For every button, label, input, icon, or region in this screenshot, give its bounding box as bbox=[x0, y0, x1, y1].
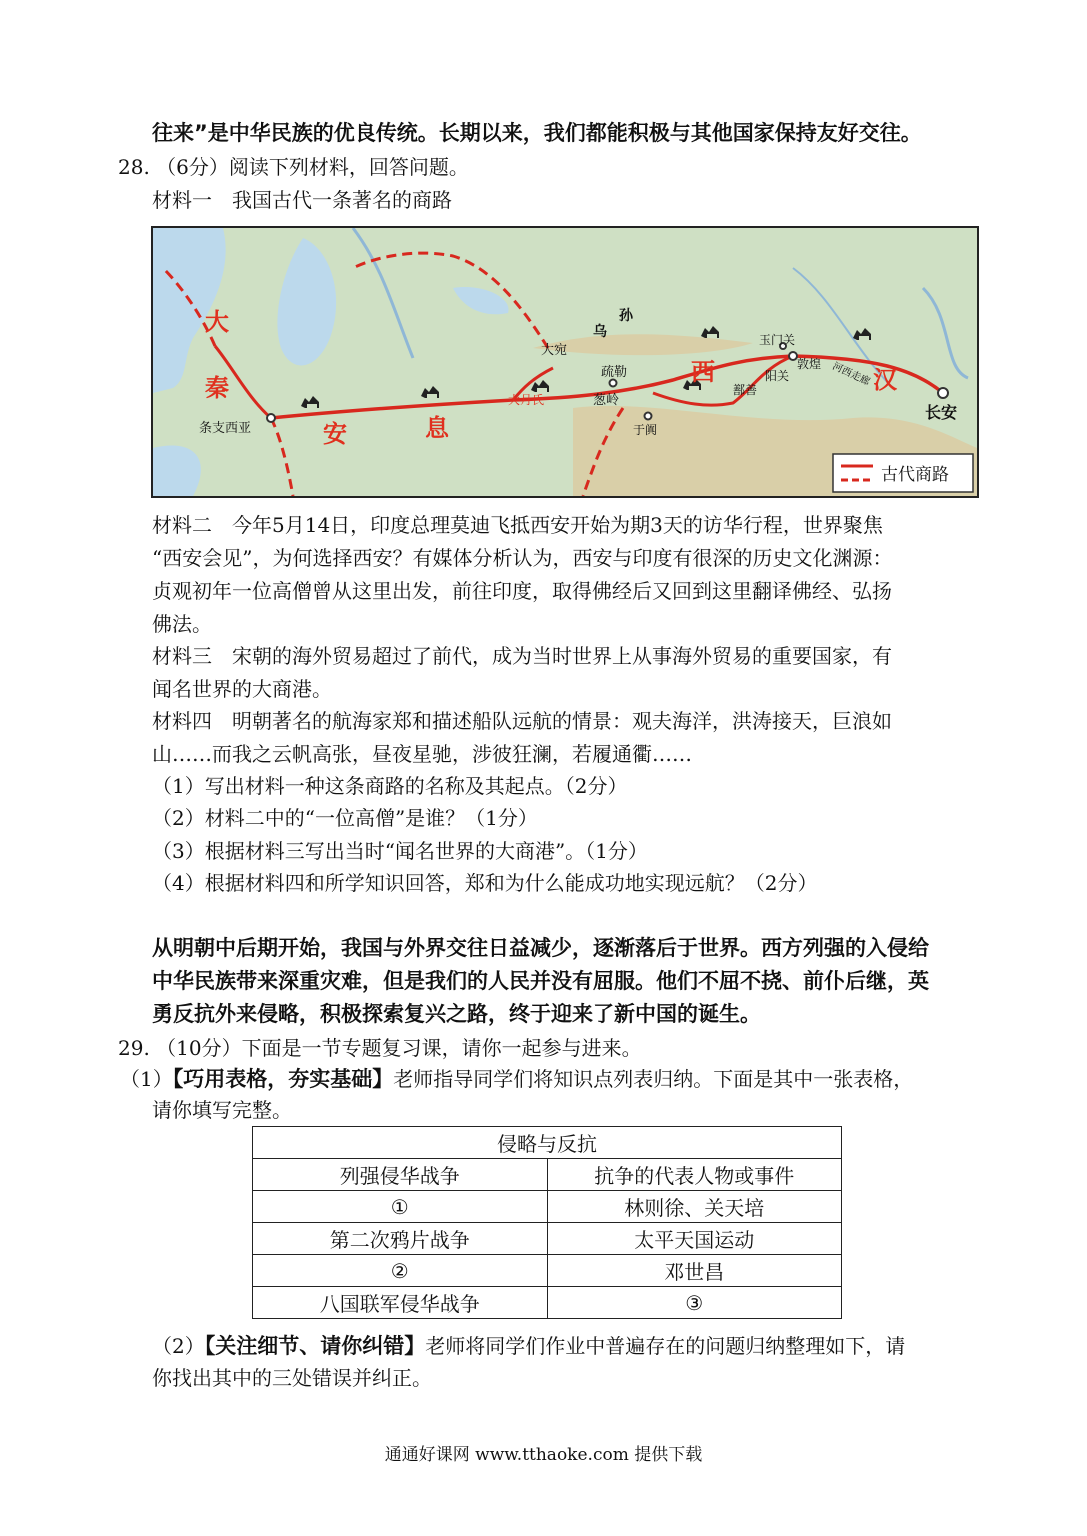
table-cell: 邓世昌 bbox=[547, 1255, 842, 1287]
map-region-xi: 息 bbox=[425, 414, 449, 442]
table-row bbox=[253, 1255, 842, 1287]
intro-sentence-1: 往来”是中华民族的优良传统。长期以来，我们都能积极与其他国家保持友好交往。 bbox=[152, 121, 922, 145]
map-place-yumenguan: 玉门关 bbox=[759, 333, 796, 347]
material1-title: 材料一 我国古代一条著名的商路 bbox=[152, 188, 452, 212]
map-place-wu: 乌 bbox=[593, 324, 607, 340]
table-cell: ① bbox=[253, 1191, 548, 1223]
map-place-yangguan: 阳关 bbox=[765, 369, 790, 383]
tiaozhi-dot bbox=[267, 414, 275, 422]
material4-line-1: 材料四 明朝著名的航海家郑和描述船队远航的情景：观夫海洋，洪涛接天，巨浪如 bbox=[152, 709, 892, 733]
material4-line-2: 山……而我之云帆高张，昼夜星驰，涉彼狂澜，若履通衢…… bbox=[152, 742, 692, 766]
balkhash-lake bbox=[453, 287, 509, 314]
map-place-hexi: 河西走廊 bbox=[830, 361, 872, 388]
table-row bbox=[253, 1287, 842, 1319]
q29-part2-line-2: 你找出其中的三处错误并纠正。 bbox=[152, 1366, 432, 1390]
table-title-row bbox=[253, 1127, 842, 1159]
yutian-dot bbox=[645, 413, 652, 420]
map-place-dunhuang: 敦煌 bbox=[797, 357, 822, 371]
q29-part1-bold: 【巧用表格，夯实基础】 bbox=[172, 1067, 394, 1091]
silk-road-map bbox=[151, 226, 979, 498]
material3-line-2: 闻名世界的大商港。 bbox=[152, 677, 332, 701]
aggression-resistance-table bbox=[252, 1126, 842, 1319]
material2-line-1: 材料二 今年5月14日，印度总理莫迪飞抵西安开始为期3天的访华行程，世界聚焦 bbox=[152, 513, 883, 537]
table-row bbox=[253, 1191, 842, 1223]
material2-line-2: “西安会见”，为何选择西安？有媒体分析认为，西安与印度有很深的历史文化渊源： bbox=[152, 546, 893, 570]
map-place-dayuezhi: 大月氏 bbox=[508, 393, 545, 407]
table-title: 侵略与反抗 bbox=[253, 1127, 842, 1159]
map-region-qin: 秦 bbox=[205, 374, 229, 402]
q29-part2-prefix: （2） bbox=[152, 1334, 205, 1358]
aral-lake bbox=[277, 238, 336, 365]
intro-paragraph-2-line-1: 从明朝中后期开始，我国与外界交往日益减少，逐渐落后于世界。西方列强的入侵给 bbox=[152, 936, 929, 960]
map-region-west: 西 bbox=[691, 358, 715, 386]
map-place-yutian: 于阗 bbox=[633, 423, 658, 437]
material2-line-3: 贞观初年一位高僧曾从这里出发，前往印度，取得佛经后又回到这里翻译佛经、弘扬 bbox=[152, 579, 892, 603]
river-north bbox=[353, 228, 413, 358]
table-cell: 八国联军侵华战争 bbox=[253, 1287, 548, 1319]
map-region-an: 安 bbox=[323, 420, 347, 448]
river-yellow bbox=[923, 288, 968, 378]
map-place-tiaozhi: 条支西亚 bbox=[199, 421, 252, 436]
table-header-row bbox=[253, 1159, 842, 1191]
route-south-dashed bbox=[271, 418, 293, 496]
table-cell: ② bbox=[253, 1255, 548, 1287]
page-footer: 通通好课网 www.tthaoke.com 提供下载 bbox=[384, 1445, 703, 1465]
map-place-shule: 疏勒 bbox=[601, 365, 628, 380]
q29-part1-rest: 老师指导同学们将知识点列表归纳。下面是其中一张表格， bbox=[393, 1067, 914, 1091]
table-header-cell: 抗争的代表人物或事件 bbox=[547, 1159, 842, 1191]
map-place-congling: 葱岭 bbox=[593, 393, 620, 408]
q28-question-2: （2）材料二中的“一位高僧”是谁？（1分） bbox=[152, 806, 538, 830]
map-legend bbox=[833, 454, 973, 492]
q29-part2-bold: 【关注细节、请你纠错】 bbox=[204, 1334, 426, 1358]
intro-paragraph-2-line-3: 勇反抗外来侵略，积极探索复兴之路，终于迎来了新中国的诞生。 bbox=[152, 1002, 761, 1026]
table-cell: 林则徐、关天培 bbox=[547, 1191, 842, 1223]
shule-dot bbox=[610, 380, 617, 387]
intro-paragraph-2-line-2: 中华民族带来深重灾难，但是我们的人民并没有屈服。他们不屈不挠、前仆后继，英 bbox=[152, 969, 929, 993]
map-region-da: 大 bbox=[205, 308, 229, 336]
table-cell: 太平天国运动 bbox=[547, 1223, 842, 1255]
map-place-changan: 长安 bbox=[925, 403, 958, 422]
black-sea-area bbox=[153, 445, 201, 496]
material2-line-4: 佛法。 bbox=[152, 612, 212, 636]
q28-header: 28. （6分）阅读下列材料，回答问题。 bbox=[118, 155, 469, 179]
table-header-cell: 列强侵华战争 bbox=[253, 1159, 548, 1191]
map-legend-label: 古代商路 bbox=[881, 465, 949, 485]
q29-part2-rest: 老师将同学们作业中普遍存在的问题归纳整理如下，请 bbox=[425, 1334, 906, 1358]
q29-part1-prefix: （1） bbox=[120, 1067, 173, 1091]
map-place-dayuan: 大宛 bbox=[541, 343, 568, 358]
table-row bbox=[253, 1223, 842, 1255]
q29-header: 29. （10分）下面是一节专题复习课，请你一起参与进来。 bbox=[118, 1036, 642, 1060]
q28-question-3: （3）根据材料三写出当时“闻名世界的大商港”。（1分） bbox=[152, 839, 648, 863]
table-cell: 第二次鸦片战争 bbox=[253, 1223, 548, 1255]
map-place-sun: 孙 bbox=[619, 308, 633, 324]
q28-question-4: （4）根据材料四和所学知识回答，郑和为什么能成功地实现远航？（2分） bbox=[152, 871, 818, 895]
table-cell: ③ bbox=[547, 1287, 842, 1319]
material3-line-1: 材料三 宋朝的海外贸易超过了前代，成为当时世界上从事海外贸易的重要国家，有 bbox=[152, 644, 892, 668]
changan-dot bbox=[938, 388, 948, 398]
map-place-shanshan: 鄯善 bbox=[733, 383, 758, 397]
dunhuang-dot bbox=[789, 352, 797, 360]
q29-part2-line-1 bbox=[152, 1331, 905, 1361]
route-north-dashed bbox=[353, 253, 548, 348]
q29-part1-line-1 bbox=[120, 1064, 913, 1094]
q28-question-1: （1）写出材料一种这条商路的名称及其起点。（2分） bbox=[152, 774, 628, 798]
q29-part1-line-2: 请你填写完整。 bbox=[152, 1098, 292, 1122]
map-region-han: 汉 bbox=[873, 366, 897, 394]
